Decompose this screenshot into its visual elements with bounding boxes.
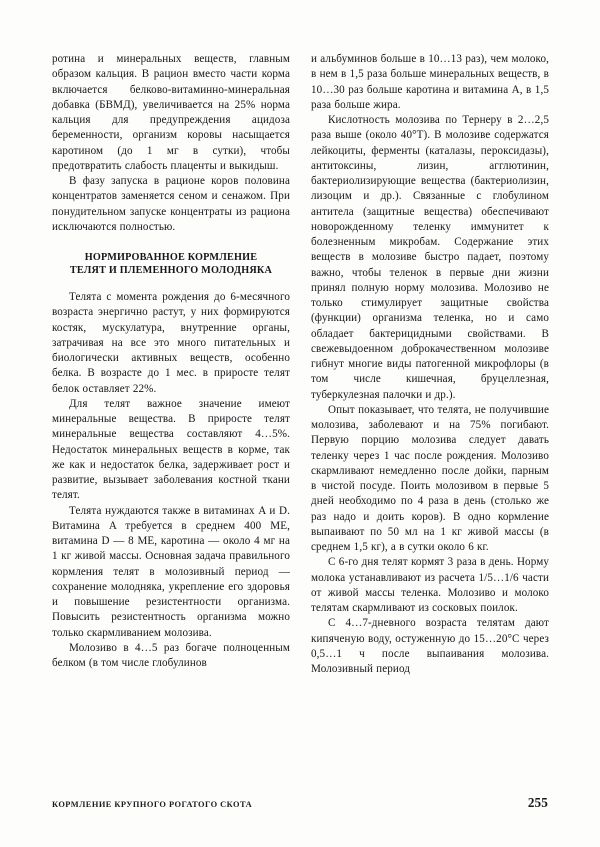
paragraph: Молозиво в 4…5 раз богаче полноценным белком (в том числе глобулинов: [52, 641, 290, 670]
paragraph: Для телят важное значение имеют минеральные вещества. В приросте телят минеральные вещества составляют 4…5%. Недостаток минеральных веществ в корме, так же как и недостаток белка, задерживает рост и развитие, вызывает заболевания костной ткани телят.: [52, 397, 290, 502]
section-heading: [52, 235, 290, 290]
paragraph: Кислотность молозива по Тернеру в 2…2,5 раза выше (около 40°Т). В молозиве содержатся лейкоциты, ферменты (каталазы, пероксидазы), антитоксины, лизин, агглютинин, бактериолизирующие вещества (бактериолизин, лизоцим и др.). Связанные с глобулином антитела (защитные вещества) обеспечивают новорожденному теленку иммунитет к болезненным микробам. Содержание этих веществ в молозиве быстро падает, поэтому важно, чтобы теленок в первые дни жизни принял полную норму молозива. Молозиво не только стимулирует защитные свойства (функции) организма теленка, но и само обладает бактерицидными свойствами. В свежевыдоенном доброкачественном молозиве гибнут многие виды патогенной микрофлоры (в том числе кишечная, бруцеллезная, туберкулезная палочки и др.).: [311, 114, 549, 401]
paragraph: ротина и минеральных веществ, главным образом кальция. В рацион вместо части корма включается белково-витаминно-минеральная добавка (БВМД), увеличивается на 25% норма кальция для предупреждения ацидоза беременности, организм коровы насыщается каротином (до 1 мг в сутки), чтобы предотвратить слабость плаценты и выкидыш.: [52, 53, 290, 172]
paragraph: С 6-го дня телят кормят 3 раза в день. Норму молока устанавливают из расчета 1/5…1/6 части от живой массы теленка. Молозиво и молоко телятам скармливают из сосковых поилок.: [311, 556, 549, 614]
left-column: [52, 52, 290, 770]
section-heading-line-1: НОРМИРОВАННОЕ КОРМЛЕНИЕ: [84, 252, 258, 263]
right-column: [311, 52, 549, 770]
page-footer: [52, 795, 548, 811]
paragraph: Опыт показывает, что телята, не получившие молозива, заболевают и на 75% погибают. Первую порцию молозива следует давать теленку через 1 час после рождения. Молозиво скармливают немедленно после дойки, парным в чистой посуде. Поить молозивом в первые 5 дней необходимо по 4 раза в день (столько же раз надо и доить коров). В одно кормление выпаивают по 50 мл на 1 кг живой массы (в среднем 1,5 кг), а в сутки около 6 кг.: [311, 403, 549, 553]
paragraph: В фазу запуска в рационе коров половина концентратов заменяется сеном и сенажом. При понудительном запуске концентраты из рациона исключаются полностью.: [52, 175, 290, 233]
section-heading-line-2: ТЕЛЯТ И ПЛЕМЕННОГО МОЛОДНЯКА: [69, 264, 273, 276]
paragraph: Телята с момента рождения до 6-месячного возраста энергично растут, у них формируются костяк, мускулатура, внутренние органы, затрачивая на все это много питательных и биологически активных веществ, особенно белка. В возрасте до 1 мес. в приросте телят белок оставляет 22%.: [52, 291, 290, 395]
paragraph: и альбуминов больше в 10…13 раз), чем молоко, в нем в 1,5 раза больше минеральных веществ, в 10…30 раз больше каротина и витамина A, в 1,5 раза больше жира.: [311, 53, 549, 111]
two-column-text-body: [52, 52, 549, 770]
page-number: 255: [527, 795, 548, 810]
paragraph: С 4…7-дневного возраста телятам дают кипяченую воду, остуженную до 15…20°С через 0,5…1 ч после выпаивания молозива. Молозивный период: [311, 617, 549, 675]
paragraph: Телята нуждаются также в витаминах A и D. Витамина A требуется в среднем 400 МЕ, витамина D — 8 МЕ, каротина — около 4 мг на 1 кг живой массы. Основная задача правильного кормления телят в молозивный период — сохранение молодняка, укрепление его здоровья и повышение резистентности организма. Повысить резистентность организма можно только скармливанием молозива.: [52, 504, 290, 639]
running-footer-title: КОРМЛЕНИЕ КРУПНОГО РОГАТОГО СКОТА: [52, 800, 253, 809]
